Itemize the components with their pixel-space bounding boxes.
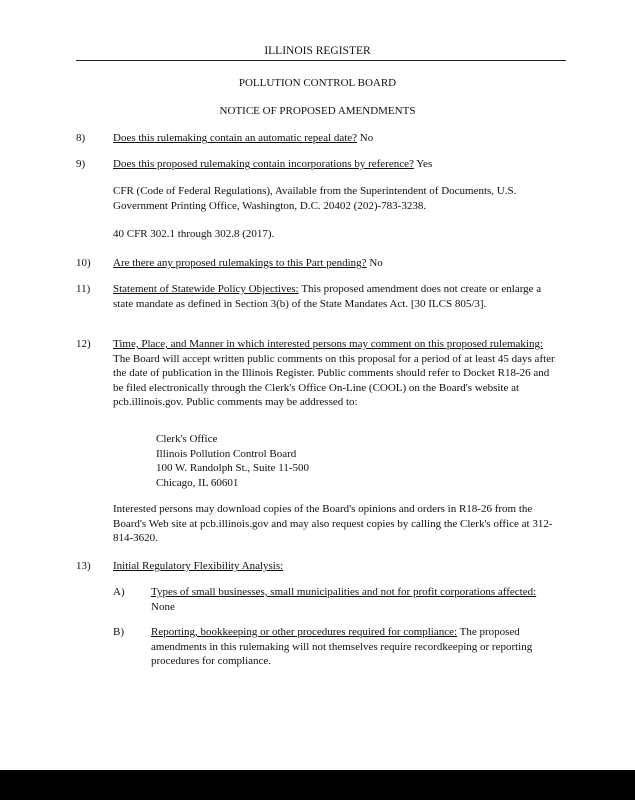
item-number: 8) <box>76 132 86 144</box>
subitem-b <box>151 625 551 669</box>
subitem-letter: B) <box>113 626 124 638</box>
address-line: Chicago, IL 60601 <box>156 476 239 489</box>
item-answer: The Board will accept written public comments on this proposal for a period of at least 45 days after the date of publication in the Illinois Register. Public comments should refer to Docket R18-26 and be filed electronically through the Clerk's Office On-Line (COOL) on the Board's website at pcb.illinois.gov. Public comments may be addressed to: <box>113 352 555 409</box>
cfr-source: CFR (Code of Federal Regulations), Available from the Superintendent of Documents, U.S. Government Printing Office, Washington, D.C. 20402 (202)-783-3238. <box>113 185 517 212</box>
address-line: Clerk's Office <box>156 433 218 445</box>
item-8 <box>113 131 558 146</box>
item-number: 11) <box>76 283 91 295</box>
subitem-question: Reporting, bookkeeping or other procedures required for compliance: <box>151 626 458 638</box>
item-question: Time, Place, and Manner in which interested persons may comment on this proposed rulemaking: <box>113 338 544 350</box>
header-rule <box>76 60 566 61</box>
item-9 <box>113 157 558 172</box>
cfr-citation: 40 CFR 302.1 through 302.8 (2017). <box>113 228 275 240</box>
item-question: Are there any proposed rulemakings to this Part pending? <box>113 257 367 269</box>
register-title: ILLINOIS REGISTER <box>264 45 371 57</box>
item-answer: No <box>369 257 383 269</box>
item-number: 9) <box>76 158 86 170</box>
item-answer: Yes <box>416 158 433 170</box>
item-answer: No <box>359 132 374 144</box>
item-answer: This proposed amendment does not create or enlarge a state mandate as defined in Section 3(b) of the State Mandates Act. [30 ILCS 805/3]. <box>113 283 542 310</box>
subitem-answer: None <box>151 600 175 613</box>
item-number: 12) <box>76 338 91 350</box>
item-question: Initial Regulatory Flexibility Analysis: <box>113 560 284 572</box>
download-info: Interested persons may download copies of the Board's opinions and orders in R18-26 from the Board's Web site at pcb.illinois.gov and may also request copies by calling the Clerk's office at 312-814-3620. <box>113 503 553 545</box>
subitem-a <box>151 585 551 614</box>
address-line: 100 W. Randolph St., Suite 11-500 <box>156 462 309 475</box>
item-number: 10) <box>76 257 91 269</box>
item-number: 13) <box>76 560 91 572</box>
clerk-address <box>156 432 416 490</box>
item-10 <box>113 256 558 271</box>
item-question: Does this proposed rulemaking contain incorporations by reference? <box>113 158 414 170</box>
subitem-answer: The proposed amendments in this rulemaking will not themselves require recordkeeping or reporting procedures for compliance. <box>151 626 533 668</box>
subitem-question: Types of small businesses, small municipalities and not for profit corporations affected: <box>151 586 537 598</box>
item-question: Statement of Statewide Policy Objectives: <box>113 283 299 295</box>
subitem-letter: A) <box>113 586 125 598</box>
item-13 <box>113 559 558 574</box>
address-line: Illinois Pollution Control Board <box>156 447 297 460</box>
scan-edge <box>0 770 635 800</box>
item-question: Does this rulemaking contain an automatic repeal date? <box>113 132 358 144</box>
item-11 <box>113 282 558 311</box>
notice-title: NOTICE OF PROPOSED AMENDMENTS <box>219 105 416 117</box>
agency-title: POLLUTION CONTROL BOARD <box>238 77 397 89</box>
item-12 <box>113 337 558 410</box>
